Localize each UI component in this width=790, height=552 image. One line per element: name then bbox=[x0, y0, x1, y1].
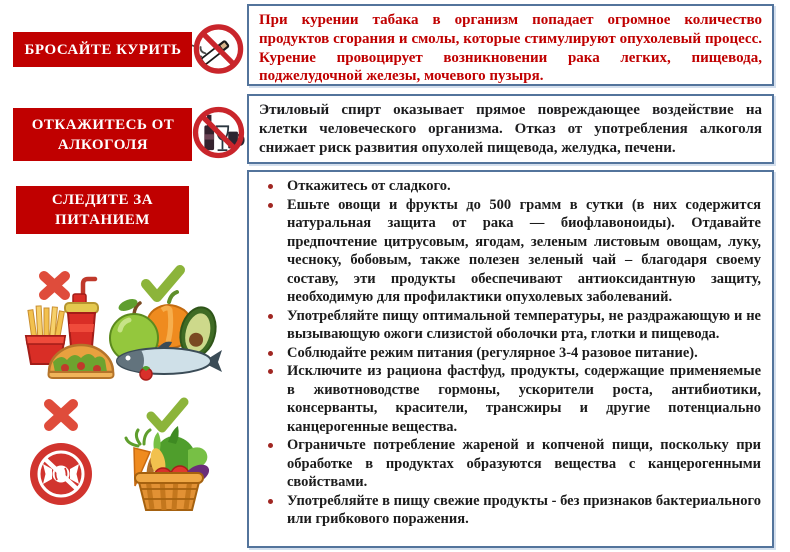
cross-mark-icon bbox=[44, 276, 65, 295]
nutrition-tip-item: Соблюдайте режим питания (регулярное 3-4 разовое питание). bbox=[287, 344, 761, 363]
nutrition-tip-item: Исключите из рациона фастфуд, продукты, содержащие применяемые в животноводстве гормоны, ускорители роста, антибиотики, консерванты, красители, трансжиры и другие потенциально канцерогенные вещества. bbox=[287, 363, 761, 435]
nutrition-tip-item: Употребляйте пищу оптимальной температуры, не раздражающую и не вызывающую ожоги слизистой оболочки рта, глотки и пищевода. bbox=[287, 307, 761, 342]
check-mark-icon bbox=[151, 402, 184, 428]
nutrition-tips-box bbox=[247, 170, 774, 548]
banner-refuse-alcohol-label: ОТКАЖИТЕСЬ ОТ АЛКОГОЛЯ bbox=[31, 116, 175, 153]
no-smoking-icon bbox=[192, 20, 245, 78]
vegetable-basket-icon bbox=[118, 392, 220, 516]
nutrition-tips-list bbox=[257, 177, 761, 529]
smoking-info-box bbox=[247, 4, 774, 86]
vegetable-basket-check-illustration bbox=[118, 392, 220, 516]
banner-refuse-alcohol bbox=[13, 108, 193, 161]
smoking-info-text: При курении табака в организм попадает огромное количество продуктов сгорания и смолы, которые стимулируют опухолевый процесс. Курение провоцирует возникновении рака легких, пищевода, поджелудочной железы, мочевого пузыря. bbox=[259, 12, 762, 85]
healthy-food-check-icon bbox=[106, 262, 226, 382]
healthy-food-check-illustration bbox=[106, 262, 226, 382]
alcohol-info-box bbox=[247, 94, 774, 164]
nutrition-tip-item: Откажитесь от сладкого. bbox=[287, 177, 761, 196]
no-sweets-icon bbox=[28, 396, 94, 510]
no-alcohol-icon bbox=[192, 102, 245, 163]
no-sweets-cross-illustration bbox=[28, 396, 94, 510]
cross-mark-icon bbox=[49, 404, 73, 426]
fastfood-cross-icon bbox=[13, 266, 121, 380]
alcohol-info-text: Этиловый спирт оказывает прямое повреждающее воздействие на клетки человеческого организма. Отказ от употребления алкоголя снижает риск развития опухолей пищевода, желудка, печени. bbox=[259, 102, 762, 156]
nutrition-tip-item: Ограничьте потребление жареной и копченой пищи, поскольку при обработке в продуктах образуются вещества с канцерогенными свойствами. bbox=[287, 437, 761, 490]
banner-watch-nutrition-label: СЛЕДИТЕ ЗА ПИТАНИЕМ bbox=[51, 192, 154, 228]
banner-watch-nutrition bbox=[16, 186, 189, 234]
nutrition-tip-item: Ешьте овощи и фрукты до 500 грамм в сутки (в них содержится натуральная защита от рака — биофлавоноиды). Отдавайте предпочтение цитрусовым, ягодам, зеленым листовым овощам, луку, чесноку, бобовым, также полезен зеленый чай – благодаря своему составу, эти продукты обеспечивают антиоксидантную защиту, необходимую для профилактики опухолевых заболеваний. bbox=[287, 196, 761, 305]
banner-quit-smoking bbox=[13, 32, 193, 67]
nutrition-tip-item: Употребляйте в пищу свежие продукты - без признаков бактериального или грибкового поражения. bbox=[287, 492, 761, 527]
banner-quit-smoking-label: БРОСАЙТЕ КУРИТЬ bbox=[24, 41, 182, 58]
fastfood-cross-illustration bbox=[13, 266, 121, 380]
